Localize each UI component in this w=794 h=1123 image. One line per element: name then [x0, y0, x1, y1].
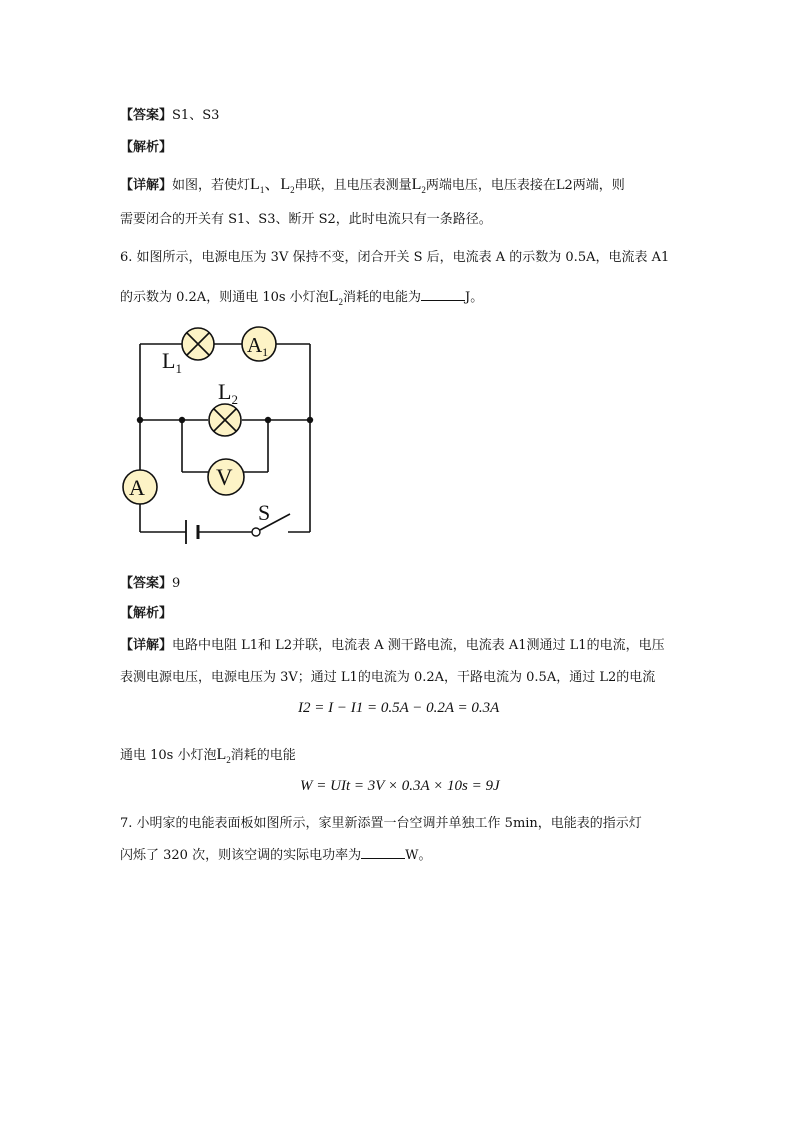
ammeter-main — [123, 470, 157, 504]
formula-current-l2: I2 = I − I1 = 0.5A − 0.2A = 0.3A — [298, 700, 500, 716]
lamp2-symbol: $L_2$ — [216, 746, 231, 766]
junction-dot — [265, 417, 271, 423]
lamp-l2 — [209, 404, 241, 436]
switch-pivot — [252, 528, 260, 536]
lamp2-symbol: $L_2$ — [411, 176, 426, 196]
q6-stem-line1: 6. 如图所示，电源电压为 3V 保持不变，闭合开关 S 后，电流表 A 的示数为 0.5A，电流表 A1 — [120, 250, 670, 265]
answer-blank — [361, 846, 405, 859]
q6-answer-line — [120, 572, 180, 591]
junction-dot — [137, 417, 143, 423]
ammeter-a1-label: A1 — [247, 333, 269, 359]
q6-stem-unit: J。 — [464, 290, 484, 305]
lamp-l2-label: $L_2$ — [218, 379, 238, 407]
q6-detail-line2: 表测电源电压，电源电压为 3V；通过 L1的电流为 0.2A，干路电流为 0.5A，通过 L2的电流 — [120, 670, 656, 685]
q7-stem-text-a: 闪烁了 320 次，则该空调的实际电功率为 — [120, 848, 362, 863]
ammeter-main-label: A — [129, 475, 145, 500]
switch-label: S — [258, 500, 271, 525]
q5-detail-line2: 需要闭合的开关有 S1、S3、断开 S2，此时电流只有一条路径。 — [120, 212, 492, 227]
lamp-symbols: $L_1$、$L_2$ — [250, 176, 295, 196]
answer-tag: 【答案】 — [120, 108, 173, 123]
answer-tag: 【答案】 — [120, 576, 173, 591]
circuit-diagram — [118, 322, 328, 552]
analysis-tag: 【解析】 — [120, 140, 173, 155]
q5-detail-text-b: 串联，且电压表测量 — [294, 178, 412, 193]
answer-blank — [421, 288, 465, 301]
formula-energy: W = UIt = 3V × 0.3A × 10s = 9J — [300, 778, 500, 794]
analysis-tag: 【解析】 — [120, 606, 173, 621]
junction-dot — [307, 417, 313, 423]
q7-stem-unit: W。 — [405, 848, 432, 863]
q6-detail-text-1: 电路中电阻 L1和 L2并联，电流表 A 测干路电流，电流表 A1测通过 L1的电流，电压 — [172, 638, 665, 653]
q6-stem-text-a: 的示数为 0.2A，则通电 10s 小灯泡 — [120, 290, 329, 305]
q6-energy-line — [120, 744, 296, 765]
q6-detail-line1 — [120, 634, 665, 653]
detail-tag: 【详解】 — [120, 178, 173, 193]
q7-stem-line1: 7. 小明家的电能表面板如图所示，家里新添置一台空调并单独工作 5min，电能表的指示灯 — [120, 816, 642, 831]
q5-answer-line — [120, 104, 219, 123]
lamp2-symbol: $L_2$ — [328, 288, 343, 308]
q6-stem-line2 — [120, 286, 483, 307]
junction-dot — [179, 417, 185, 423]
voltmeter — [208, 459, 244, 495]
energy-text-b: 消耗的电能 — [230, 748, 296, 763]
lamp-l1-label: $L_1$ — [162, 348, 182, 376]
voltmeter-label: V — [216, 465, 233, 490]
q5-detail-text-c: 两端电压，电压表接在L2两端，则 — [425, 178, 625, 193]
q6-stem-text-b: 消耗的电能为 — [342, 290, 421, 305]
q5-detail-line1 — [120, 171, 625, 195]
q5-analysis-line — [120, 136, 172, 155]
q5-answer: S1、S3 — [172, 108, 220, 123]
q6-analysis-line — [120, 602, 172, 621]
lamp-l1 — [182, 328, 214, 360]
ammeter-a1 — [242, 327, 276, 361]
q7-stem-line2 — [120, 844, 431, 863]
detail-tag: 【详解】 — [120, 638, 173, 653]
q5-detail-text-a: 如图，若使灯 — [172, 178, 251, 193]
energy-text-a: 通电 10s 小灯泡 — [120, 748, 217, 763]
q6-answer: 9 — [172, 576, 181, 591]
